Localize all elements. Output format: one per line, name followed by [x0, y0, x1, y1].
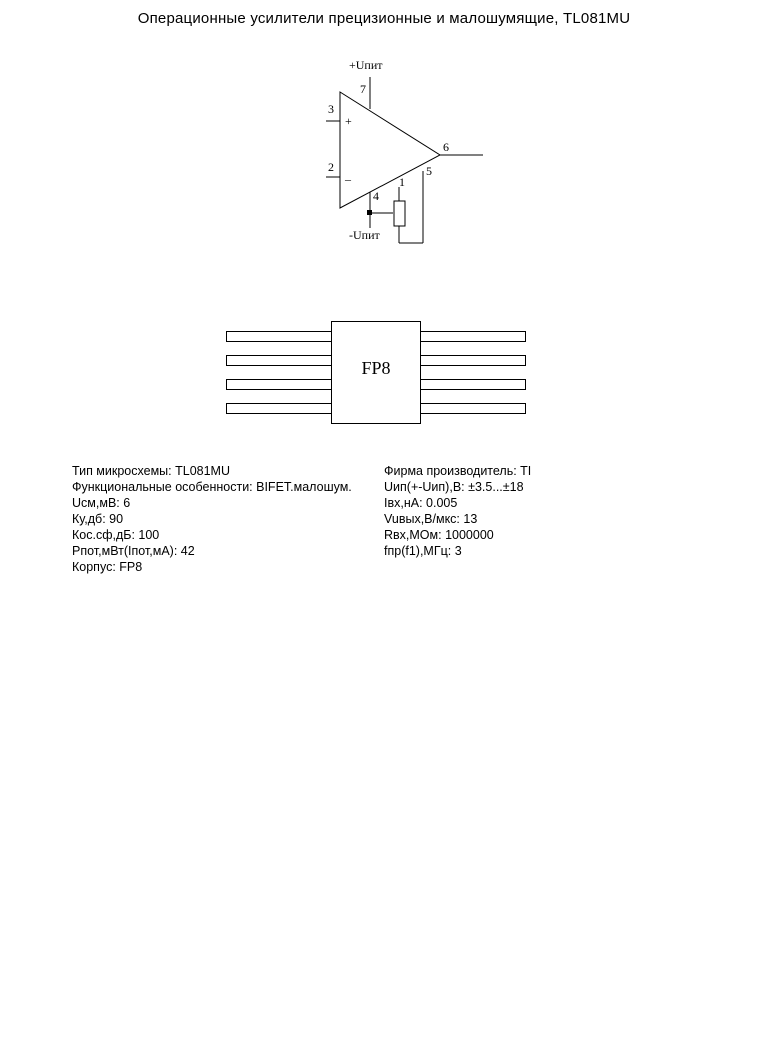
opamp-triangle [340, 92, 440, 208]
param-value: 90 [109, 512, 124, 526]
minus-sign: – [345, 172, 351, 186]
param-row [72, 543, 352, 559]
param-row [72, 559, 352, 575]
param-label: fпр(f1),МГц: [384, 544, 455, 558]
package-drawing [222, 318, 530, 428]
pin4-label: 4 [373, 189, 379, 203]
param-value: 1000000 [445, 528, 494, 542]
vplus-label: +Uпит [349, 58, 383, 72]
package-lead [421, 356, 526, 366]
param-label: Vuвых,В/мкс: [384, 512, 464, 526]
param-row [384, 495, 531, 511]
param-row [72, 463, 352, 479]
param-value: 100 [138, 528, 160, 542]
param-value: TL081MU [175, 464, 230, 478]
package-lead [421, 332, 526, 342]
package-lead [227, 356, 332, 366]
param-label: Функциональные особенности: [72, 480, 257, 494]
pin7-label: 7 [360, 82, 366, 96]
param-value: 42 [180, 544, 195, 558]
param-value: 3 [454, 544, 462, 558]
pin5-label: 5 [426, 164, 432, 178]
param-label: Тип микросхемы: [72, 464, 176, 478]
param-label: Pпот,мВт(Iпот,мА): [72, 544, 181, 558]
pin3-label: 3 [328, 102, 334, 116]
params-left-column [72, 463, 352, 575]
package-label: FP8 [361, 358, 391, 378]
param-value: TI [520, 464, 532, 478]
param-label: Uип(+-Uип),В: [384, 480, 469, 494]
param-row [384, 463, 531, 479]
param-value: 6 [123, 496, 131, 510]
vminus-label: -Uпит [349, 228, 380, 242]
param-row [72, 479, 352, 495]
param-value: ±3.5...±18 [468, 480, 524, 494]
pin6-label: 6 [443, 140, 449, 154]
param-label: Iвх,нА: [384, 496, 427, 510]
package-lead [227, 332, 332, 342]
param-row [384, 527, 531, 543]
package-lead [421, 404, 526, 414]
page-title: Операционные усилители прецизионные и малошумящие, TL081MU [137, 10, 631, 27]
opamp-schematic [320, 55, 500, 255]
pin2-label: 2 [328, 160, 334, 174]
param-value: 13 [463, 512, 478, 526]
param-row [384, 543, 531, 559]
param-row [72, 511, 352, 527]
param-value: BIFET.малошум. [256, 480, 352, 494]
param-label: Корпус: [72, 560, 120, 574]
param-label: Uсм,мВ: [72, 496, 124, 510]
param-value: 0.005 [426, 496, 458, 510]
param-label: Rвх,МОм: [384, 528, 446, 542]
package-lead [227, 380, 332, 390]
plus-sign: + [345, 114, 352, 128]
param-row [72, 495, 352, 511]
param-label: Ку,дб: [72, 512, 110, 526]
package-lead [421, 380, 526, 390]
junction-dot [367, 210, 372, 215]
param-label: Кос.сф,дБ: [72, 528, 139, 542]
package-lead [227, 404, 332, 414]
param-label: Фирма производитель: [384, 464, 521, 478]
params-right-column [384, 463, 531, 559]
param-value: FP8 [119, 560, 143, 574]
param-row [72, 527, 352, 543]
pin1-label: 1 [399, 175, 405, 189]
param-row [384, 511, 531, 527]
potentiometer [394, 201, 405, 226]
param-row [384, 479, 531, 495]
